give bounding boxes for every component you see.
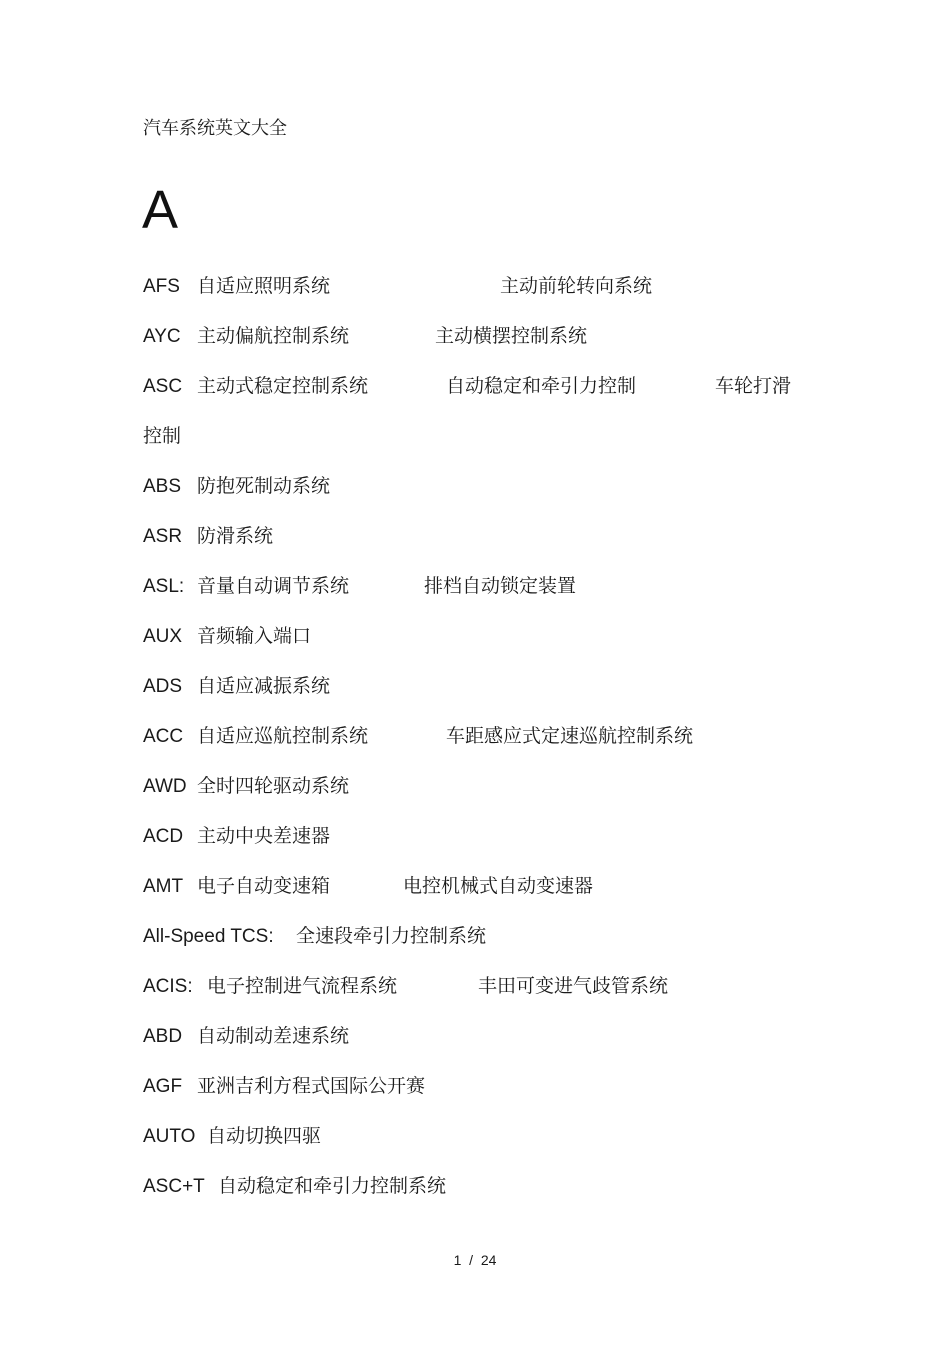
entry-abbreviation: ASC+T [143, 1176, 205, 1197]
entry-abbreviation: ACD [143, 826, 184, 847]
entry-translation: 自动稳定和牵引力控制系统 [218, 1175, 447, 1197]
document-title: 汽车系统英文大全 [143, 118, 287, 139]
glossary-entry [143, 1122, 823, 1172]
entry-abbreviation: ABS [143, 476, 182, 497]
entry-translation: 电子控制进气流程系统 [207, 975, 398, 997]
glossary-entry [143, 822, 823, 872]
entry-translation: 主动式稳定控制系统 [197, 375, 369, 397]
glossary-entry [143, 872, 823, 922]
entry-translation-alt: 车距感应式定速巡航控制系统 [446, 725, 694, 747]
entry-translation: 音量自动调节系统 [197, 575, 350, 597]
entry-translation: 自适应巡航控制系统 [197, 725, 369, 747]
entry-translation: 防滑系统 [197, 525, 274, 547]
entry-translation: 防抱死制动系统 [197, 475, 331, 497]
glossary-entry [143, 672, 823, 722]
entry-translation: 主动偏航控制系统 [197, 325, 350, 347]
entry-abbreviation: All-Speed TCS: [143, 926, 274, 947]
glossary-entry [143, 1022, 823, 1072]
entry-abbreviation: AYC [143, 326, 181, 347]
entry-abbreviation: AWD [143, 776, 187, 797]
entry-translation-alt: 自动稳定和牵引力控制 [446, 375, 637, 397]
entry-translation-alt: 丰田可变进气歧管系统 [478, 975, 669, 997]
entry-abbreviation: AUX [143, 626, 183, 647]
entry-translation: 全时四轮驱动系统 [197, 775, 350, 797]
entry-translation-alt-2: 车轮打滑 [715, 375, 792, 397]
entry-abbreviation: ACC [143, 726, 184, 747]
entry-abbreviation: ASC [143, 376, 183, 397]
entry-translation-alt: 主动横摆控制系统 [435, 325, 588, 347]
entry-abbreviation: ACIS: [143, 976, 193, 997]
entry-abbreviation: AGF [143, 1076, 183, 1097]
glossary-entry [143, 972, 823, 1022]
entry-translation: 音频输入端口 [197, 625, 312, 647]
entry-translation-alt: 主动前轮转向系统 [500, 275, 653, 297]
entry-translation: 自动切换四驱 [207, 1125, 322, 1147]
entry-abbreviation: AUTO [143, 1126, 196, 1147]
glossary-entry [143, 722, 823, 772]
entry-translation-alt: 电控机械式自动变速器 [403, 875, 594, 897]
entry-abbreviation: ABD [143, 1026, 183, 1047]
entry-abbreviation: AFS [143, 276, 180, 297]
entry-abbreviation: AMT [143, 876, 184, 897]
entry-abbreviation: ADS [143, 676, 183, 697]
entry-translation-alt: 排档自动锁定装置 [424, 575, 577, 597]
entry-abbreviation: ASL: [143, 576, 185, 597]
glossary-entry [143, 1172, 823, 1222]
entry-translation: 自适应减振系统 [197, 675, 331, 697]
glossary-entry [143, 922, 823, 972]
entry-translation: 亚洲吉利方程式国际公开赛 [197, 1075, 426, 1097]
section-letter-heading: A [142, 180, 179, 240]
glossary-entry [143, 1072, 823, 1122]
entry-translation: 全速段牵引力控制系统 [296, 925, 487, 947]
entry-continuation: 控制 [143, 425, 182, 447]
glossary-entry [143, 322, 823, 372]
glossary-entry [143, 372, 823, 472]
entry-translation: 主动中央差速器 [197, 825, 331, 847]
glossary-list [143, 272, 823, 1222]
entry-translation: 电子自动变速箱 [197, 875, 331, 897]
glossary-entry [143, 572, 823, 622]
entry-translation: 自适应照明系统 [197, 275, 331, 297]
entry-abbreviation: ASR [143, 526, 183, 547]
entry-translation: 自动制动差速系统 [197, 1025, 350, 1047]
glossary-entry [143, 272, 823, 322]
glossary-entry [143, 522, 823, 572]
glossary-entry [143, 772, 823, 822]
glossary-entry [143, 622, 823, 672]
glossary-entry [143, 472, 823, 522]
page-number: 1 / 24 [453, 1252, 497, 1268]
